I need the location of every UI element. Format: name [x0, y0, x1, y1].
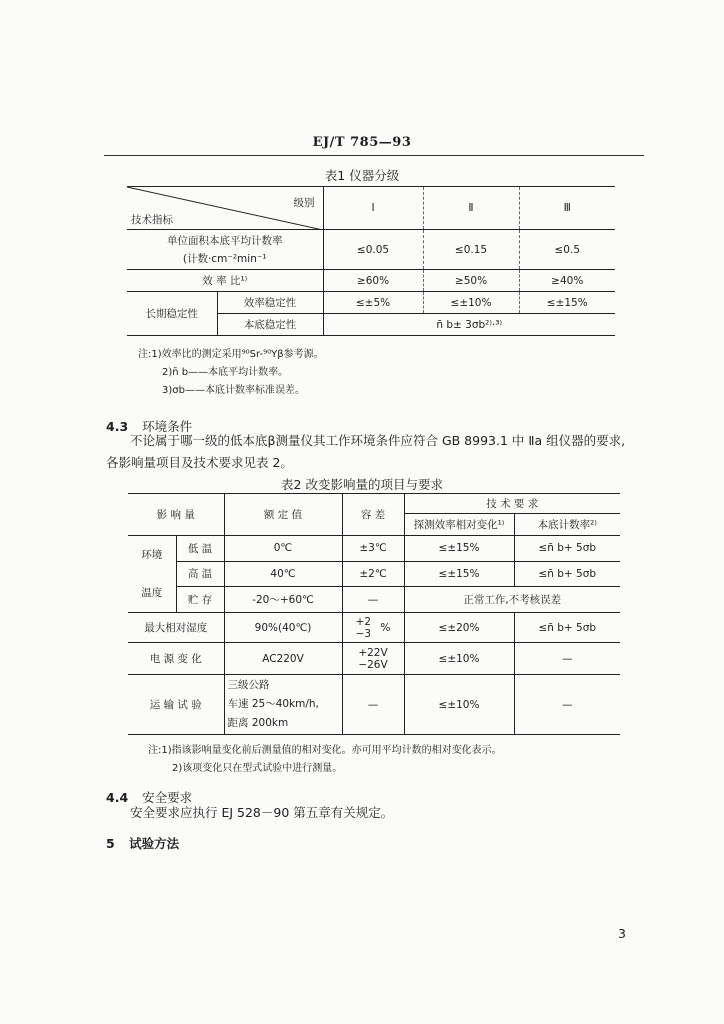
- efficiency-stability-value: ≤±15%: [519, 292, 615, 314]
- rated-value: 40℃: [224, 561, 342, 587]
- grade-3: Ⅲ: [519, 187, 615, 230]
- tolerance-value: ±2℃: [342, 561, 404, 587]
- transport-eff: ≤±10%: [404, 675, 514, 735]
- tol-top: +2: [355, 615, 372, 628]
- sub-item: 贮 存: [176, 587, 224, 613]
- tol-top: +22V: [358, 646, 388, 659]
- section-title: 环境条件: [142, 419, 193, 434]
- table2-note-2: 2)该项变化只在型式试验中进行测量。: [172, 763, 343, 774]
- bg-rate-value: ≤n̄ b+ 5σb: [514, 561, 620, 587]
- power-tolerance: [342, 643, 404, 675]
- sub-item: 低 温: [176, 536, 224, 562]
- efficiency-ratio-value: ≥40%: [519, 270, 615, 292]
- efficiency-stability-value: ≤±10%: [423, 292, 519, 314]
- transport-rated-3: 距离 200km: [227, 717, 289, 729]
- transport-rated-2: 车速 25～40km/h,: [227, 698, 319, 710]
- merged-requirement: 正常工作,不考核误差: [404, 587, 620, 613]
- env-temp-label: [128, 536, 176, 613]
- power-rated: AC220V: [224, 643, 342, 675]
- power-label: 电 源 变 化: [128, 643, 224, 675]
- section-number: 4.3: [106, 419, 129, 434]
- section-title: 安全要求: [142, 790, 193, 805]
- humidity-label: 最大相对湿度: [128, 613, 224, 643]
- table1-caption: 表1 仪器分级: [324, 168, 400, 183]
- humidity-eff: ≤±20%: [404, 613, 514, 643]
- table2-note-1: 注:1)指该影响量变化前后测量值的相对变化。亦可用平均计数的相对变化表示。: [148, 745, 502, 756]
- background-stability-value: n̄ b± 3σb²⁾·³⁾: [323, 314, 615, 336]
- env-temp-label-1: 环境: [141, 549, 163, 561]
- table1-corner-top: 级别: [293, 197, 315, 209]
- background-rate-value: ≤0.15: [423, 230, 519, 270]
- env-temp-label-2: 温度: [141, 587, 163, 599]
- efficiency-ratio-label: 效 率 比¹⁾: [127, 270, 323, 292]
- section-5-heading: [106, 834, 179, 852]
- power-bg: —: [514, 643, 620, 675]
- background-rate-label-2: (计数·cm⁻²min⁻¹: [182, 252, 267, 265]
- transport-tolerance: —: [342, 675, 404, 735]
- efficiency-stability-label: 效率稳定性: [217, 292, 323, 314]
- humidity-tolerance: [342, 613, 404, 643]
- table2: [128, 493, 620, 735]
- efficiency-stability-value: ≤±5%: [323, 292, 423, 314]
- bg-rate-value: ≤n̄ b+ 5σb: [514, 536, 620, 562]
- efficiency-ratio-value: ≥50%: [423, 270, 519, 292]
- table2-caption: 表2 改变影响量的项目与要求: [281, 477, 443, 492]
- humidity-bg: ≤n̄ b+ 5σb: [514, 613, 620, 643]
- table1: [127, 186, 615, 336]
- eff-change-value: ≤±15%: [404, 536, 514, 562]
- transport-rated-1: 三级公路: [227, 679, 270, 691]
- grade-2: Ⅱ: [423, 187, 519, 230]
- eff-change-value: ≤±15%: [404, 561, 514, 587]
- header-rule: [104, 155, 644, 156]
- efficiency-ratio-value: ≥60%: [323, 270, 423, 292]
- section-number: 4.4: [106, 790, 129, 805]
- section-4-3-paragraph-2: 各影响量项目及技术要求见表 2。: [106, 455, 293, 470]
- humidity-rated: 90%(40℃): [224, 613, 342, 643]
- header-tech-req: 技 术 要 求: [404, 494, 620, 514]
- background-rate-value: ≤0.05: [323, 230, 423, 270]
- background-rate-label-1: 单位面积本底平均计数率: [167, 234, 283, 247]
- tol-bottom: −26V: [358, 658, 388, 671]
- rated-value: -20～+60℃: [224, 587, 342, 613]
- tol-bottom: −3: [355, 627, 372, 640]
- sub-item: 高 温: [176, 561, 224, 587]
- section-4-4-paragraph: 安全要求应执行 EJ 528－90 第五章有关规定。: [130, 805, 394, 820]
- tol-unit: %: [380, 621, 391, 634]
- table1-note-2: 2)n̄ b——本底平均计数率。: [162, 367, 289, 378]
- grade-1: I: [323, 187, 423, 230]
- rated-value: 0℃: [224, 536, 342, 562]
- section-number: 5: [106, 836, 115, 851]
- section-title: 试验方法: [129, 836, 180, 851]
- header-tolerance: 容 差: [342, 494, 404, 536]
- table1-note-3: 3)σb——本底计数率标准误差。: [162, 385, 305, 396]
- background-rate-label: [127, 230, 323, 270]
- long-term-stability-label: 长期稳定性: [127, 292, 217, 336]
- transport-label: 运 输 试 验: [128, 675, 224, 735]
- tolerance-value: ±3℃: [342, 536, 404, 562]
- table1-note-1: 注:1)效率比的测定采用⁹⁰Sr-⁹⁰Yβ参考源。: [138, 349, 324, 360]
- header-bg-rate: 本底计数率²⁾: [514, 514, 620, 536]
- table1-corner-bottom: 技术指标: [131, 214, 173, 226]
- tolerance-value: —: [342, 587, 404, 613]
- doc-header: EJ/T 785—93: [312, 135, 412, 150]
- power-eff: ≤±10%: [404, 643, 514, 675]
- background-rate-value: ≤0.5: [519, 230, 615, 270]
- background-stability-label: 本底稳定性: [217, 314, 323, 336]
- header-rated: 额 定 值: [224, 494, 342, 536]
- header-eff-change: 探测效率相对变化¹⁾: [404, 514, 514, 536]
- header-influence: 影 响 量: [128, 494, 224, 536]
- section-4-3-paragraph-1: 不论属于哪一级的低本底β测量仪其工作环境条件应符合 GB 8993.1 中 Ⅱa 组仪器的要求,: [130, 433, 626, 448]
- page-number: 3: [618, 926, 626, 941]
- transport-rated: [224, 675, 342, 735]
- table1-corner-cell: [127, 187, 323, 230]
- transport-bg: —: [514, 675, 620, 735]
